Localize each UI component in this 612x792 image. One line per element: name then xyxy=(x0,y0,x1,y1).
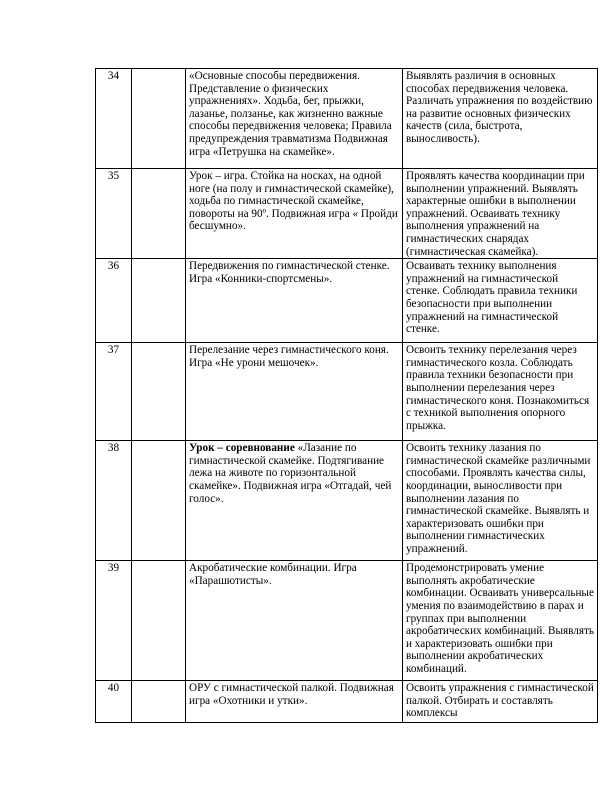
lesson-number: 38 xyxy=(96,441,132,561)
lesson-activities: Освоить технику перелезания через гимнастического козла. Соблюдать правила техники безопасности при выполнении перелезания через гимнастического коня. Познакомиться с техникой выполнения опорного прыжка. xyxy=(403,343,598,441)
blank-cell xyxy=(132,259,186,343)
table-row xyxy=(96,69,598,169)
blank-cell xyxy=(132,169,186,259)
lesson-number: 37 xyxy=(96,343,132,441)
blank-cell xyxy=(132,441,186,561)
lesson-topic: Урок – игра. Стойка на носках, на одной ноге (на полу и гимнастической скамейке), ходьба по гимнастической скамейке, повороты на 90º. Подвижная игра « Пройди бесшумно». xyxy=(186,169,403,259)
lesson-number: 40 xyxy=(96,681,132,723)
table-row xyxy=(96,441,598,561)
lesson-topic: «Основные способы передвижения. Представление о физических упражнениях». Ходьба, бег, прыжки, лазанье, ползанье, как жизненно важные способы передвижения человека; Правила предупреждения травматизма Подвижная игра «Петрушка на скамейке». xyxy=(186,69,403,169)
table-row xyxy=(96,681,598,723)
blank-cell xyxy=(132,343,186,441)
lesson-number: 39 xyxy=(96,561,132,681)
lesson-number: 35 xyxy=(96,169,132,259)
lesson-activities: Освоить технику лазания по гимнастической скамейке различными способами. Проявлять качества силы, координации, выносливости при выполнении лазания по гимнастической скамейке. Выявлять и характеризовать ошибки при выполнении гимнастических упражнений. xyxy=(403,441,598,561)
lesson-number: 34 xyxy=(96,69,132,169)
lesson-topic: Акробатические комбинации. Игра «Парашютисты». xyxy=(186,561,403,681)
blank-cell xyxy=(132,681,186,723)
lesson-activities: Осваивать технику выполнения упражнений на гимнастической стенке. Соблюдать правила техники безопасности при выполнении упражнений на гимнастической стенке. xyxy=(403,259,598,343)
table-row xyxy=(96,259,598,343)
table-row xyxy=(96,343,598,441)
lesson-topic: Передвижения по гимнастической стенке. Игра «Конники-спортсмены». xyxy=(186,259,403,343)
lesson-topic-text: «Лазание по гимнастической скамейке. Подтягивание лежа на животе по горизонтальной скамейке». Подвижная игра «Отгадай, чей голос». xyxy=(189,442,392,505)
lesson-type-bold: Урок – соревнование xyxy=(189,442,295,455)
lesson-number: 36 xyxy=(96,259,132,343)
table-row xyxy=(96,169,598,259)
lesson-topic xyxy=(186,441,403,561)
blank-cell xyxy=(132,69,186,169)
blank-cell xyxy=(132,561,186,681)
lesson-plan-table xyxy=(95,68,598,723)
table-row xyxy=(96,561,598,681)
lesson-topic: Перелезание через гимнастического коня. Игра «Не урони мешочек». xyxy=(186,343,403,441)
lesson-activities: Проявлять качества координации при выполнении упражнений. Выявлять характерные ошибки в выполнении упражнений. Осваивать технику выполнения упражнений на гимнастических снарядах (гимнастическая скамейка). xyxy=(403,169,598,259)
lesson-activities: Выявлять различия в основных способах передвижения человека. Различать упражнения по воздействию на развитие основных физических качеств (сила, быстрота, выносливость). xyxy=(403,69,598,169)
lesson-activities: Продемонстрировать умение выполнять акробатические комбинации. Осваивать универсальные умения по взаимодействию в парах и группах при выполнении акробатических комбинаций. Выявлять и характеризовать ошибки при выполнении акробатических комбинаций. xyxy=(403,561,598,681)
lesson-activities: Освоить упражнения с гимнастической палкой. Отбирать и составлять комплексы xyxy=(403,681,598,723)
lesson-topic: ОРУ с гимнастической палкой. Подвижная игра «Охотники и утки». xyxy=(186,681,403,723)
